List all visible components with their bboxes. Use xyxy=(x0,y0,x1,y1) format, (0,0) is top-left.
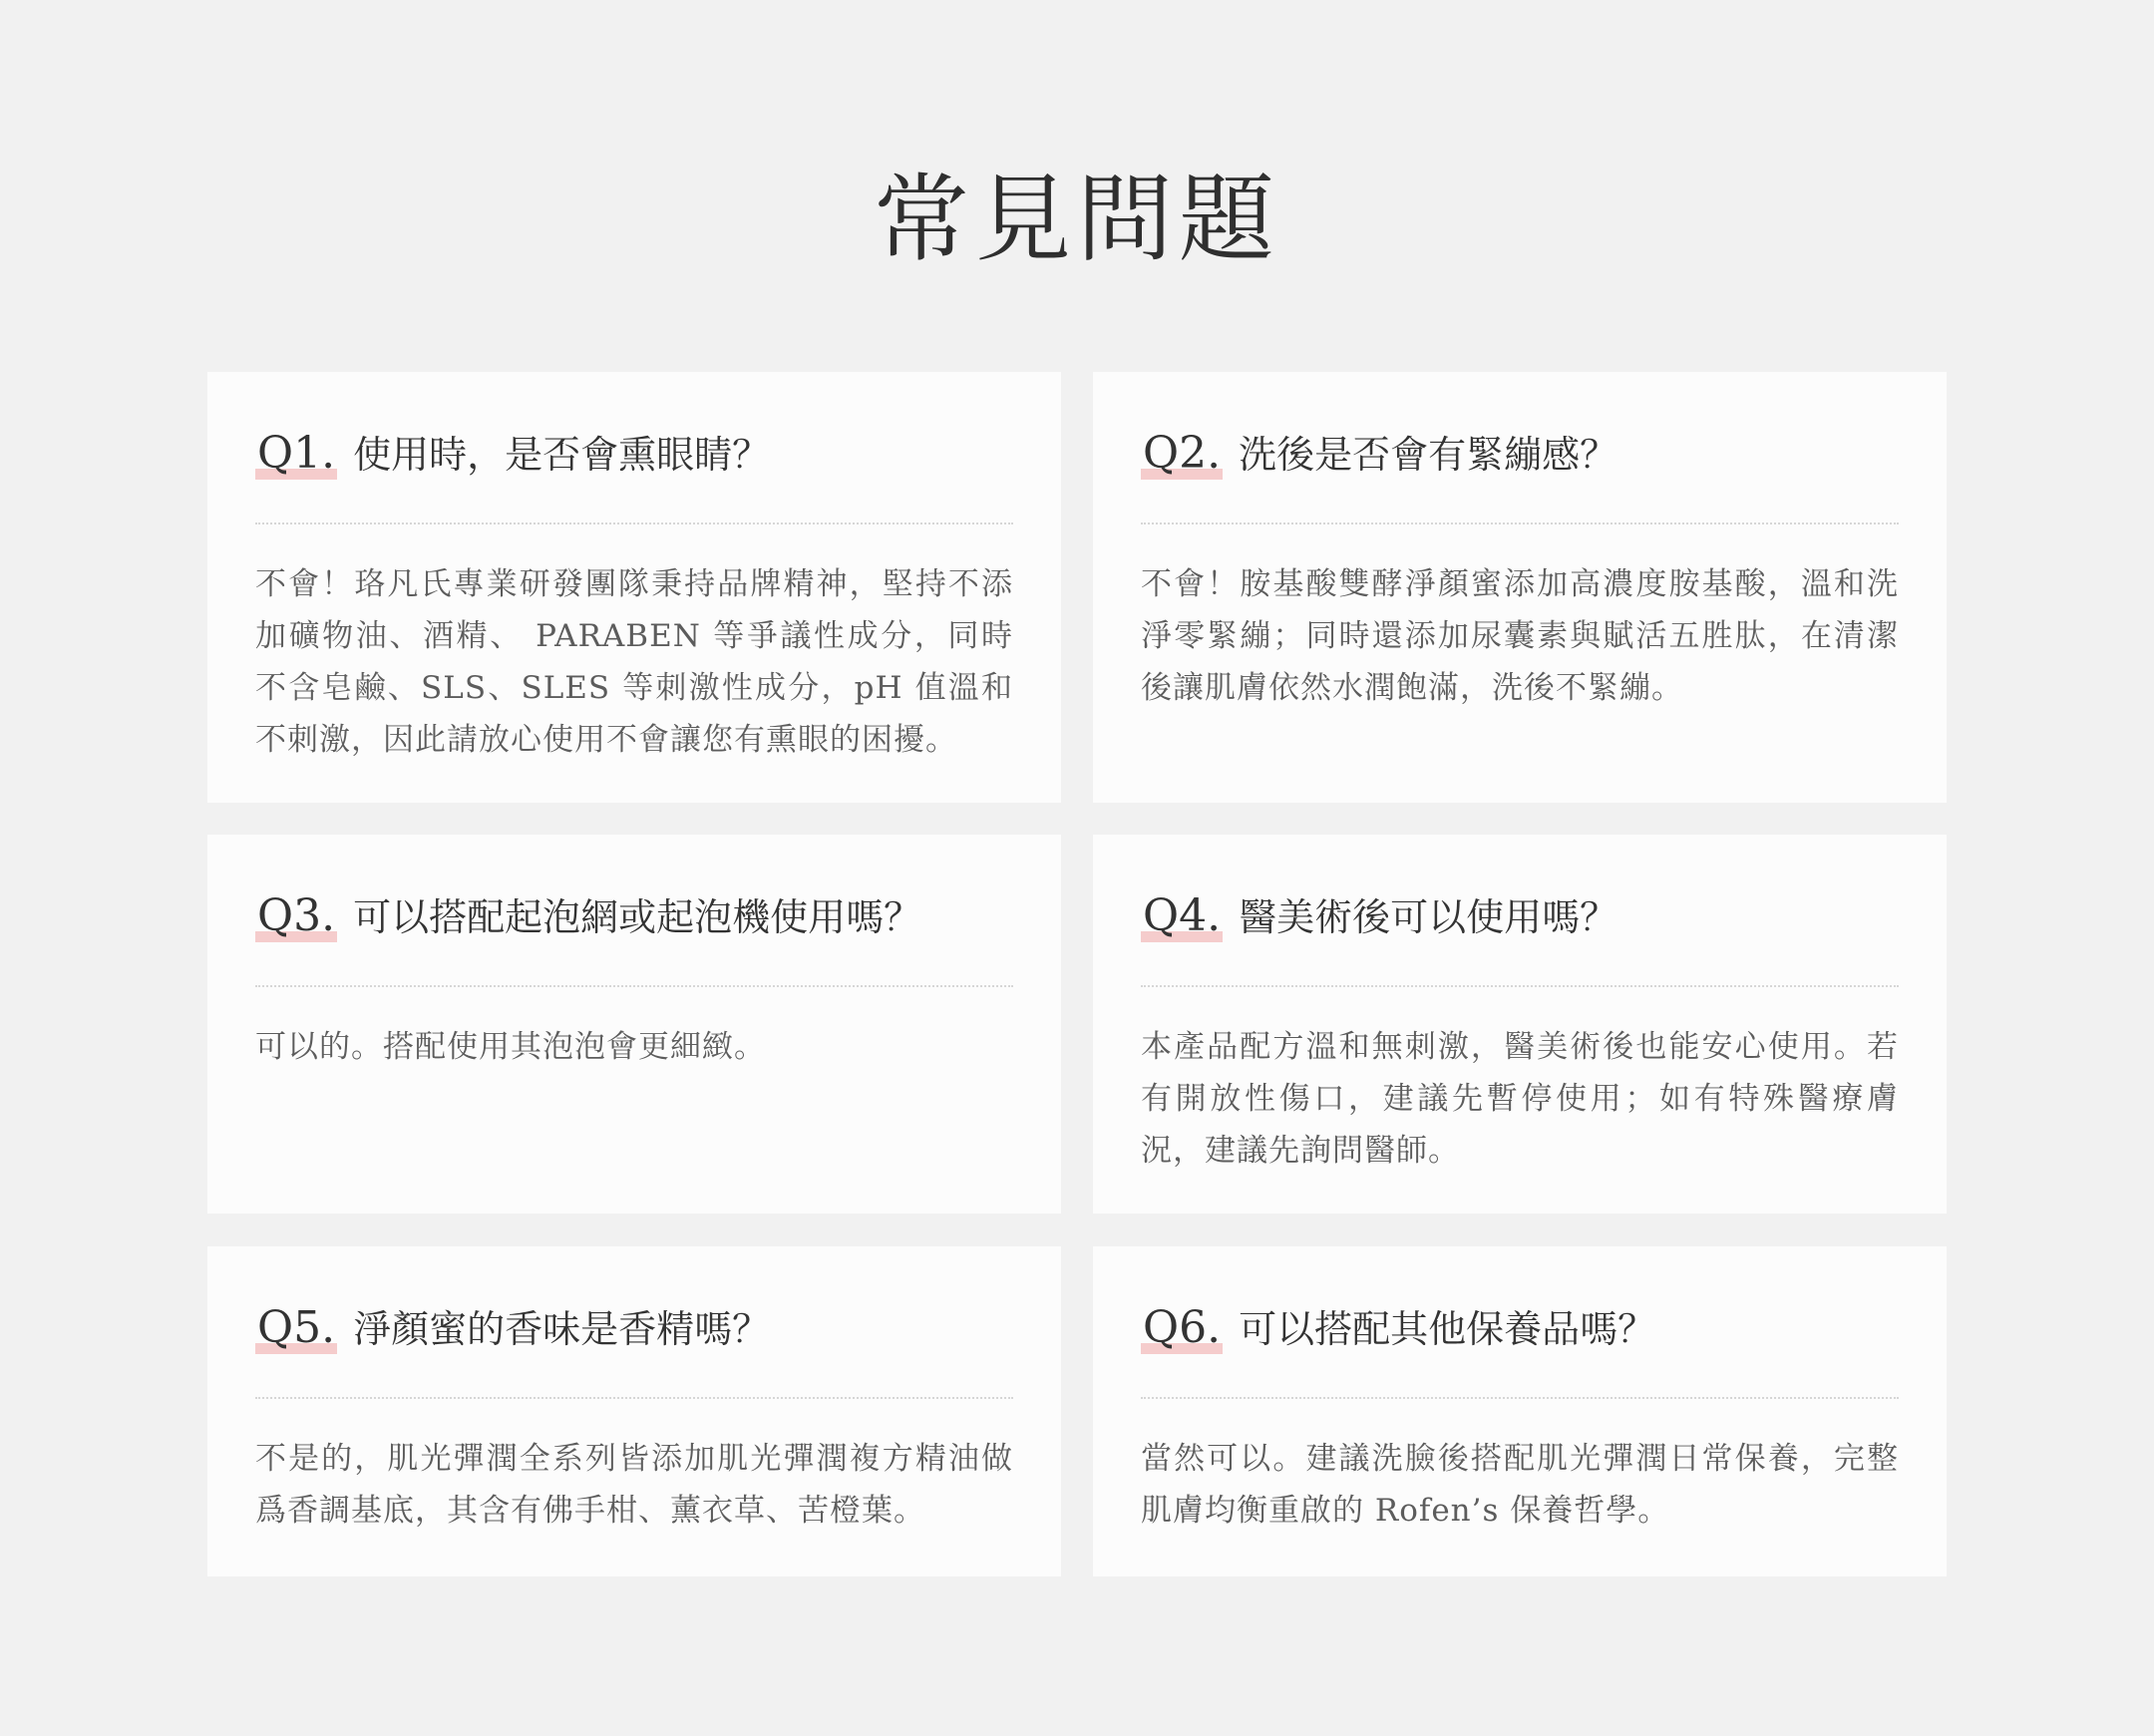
faq-question xyxy=(1141,428,1899,481)
page-title: 常見問題 xyxy=(874,164,1280,275)
dotted-divider xyxy=(255,522,1013,524)
question-number: Q4. xyxy=(1143,890,1222,941)
faq-answer: 不會！珞凡氏專業研發團隊秉持品牌精神，堅持不添加礦物油、酒精、 PARABEN 等爭議性成分，同時不含皂鹼、SLS、SLES 等刺激性成分，pH 值溫和不刺激，因此請放心使用不會讓您有熏眼的困擾。 xyxy=(255,566,1013,758)
dotted-divider xyxy=(255,1397,1013,1399)
faq-card-1 xyxy=(207,372,1061,803)
faq-question xyxy=(1141,890,1899,943)
question-text: 使用時，是否會熏眼睛？ xyxy=(353,433,771,477)
faq-question xyxy=(255,890,1013,943)
faq-card-4 xyxy=(1093,835,1947,1214)
faq-card-6 xyxy=(1093,1246,1947,1576)
faq-question xyxy=(255,1302,1013,1355)
question-text: 醫美術後可以使用嗎？ xyxy=(1239,895,1618,939)
faq-answer: 不是的，肌光彈潤全系列皆添加肌光彈潤複方精油做爲香調基底，其含有佛手柑、薰衣草、苦橙葉。 xyxy=(255,1441,1013,1529)
faq-card-2 xyxy=(1093,372,1947,803)
question-text: 淨顏蜜的香味是香精嗎？ xyxy=(353,1307,771,1351)
faq-answer: 不會！胺基酸雙酵淨顏蜜添加高濃度胺基酸，溫和洗淨零緊繃；同時還添加尿囊素與賦活五胜肽，在清潔後讓肌膚依然水潤飽滿，洗後不緊繃。 xyxy=(1141,566,1899,706)
faq-card-3 xyxy=(207,835,1061,1214)
question-number: Q1. xyxy=(257,428,336,479)
faq-answer: 本產品配方溫和無刺激，醫美術後也能安心使用。若有開放性傷口，建議先暫停使用；如有特殊醫療膚況，建議先詢問醫師。 xyxy=(1141,1029,1899,1169)
question-number: Q6. xyxy=(1143,1302,1222,1353)
question-number: Q3. xyxy=(257,890,336,941)
question-number: Q2. xyxy=(1143,428,1222,479)
faq-answer: 當然可以。建議洗臉後搭配肌光彈潤日常保養，完整肌膚均衡重啟的 Rofen’s 保養哲學。 xyxy=(1141,1441,1899,1529)
question-text: 洗後是否會有緊繃感？ xyxy=(1239,433,1618,477)
dotted-divider xyxy=(255,985,1013,987)
faq-question xyxy=(1141,1302,1899,1355)
question-text: 可以搭配起泡網或起泡機使用嗎？ xyxy=(353,895,922,939)
faq-question xyxy=(255,428,1013,481)
question-number: Q5. xyxy=(257,1302,336,1353)
question-text: 可以搭配其他保養品嗎？ xyxy=(1239,1307,1656,1351)
faq-card-5 xyxy=(207,1246,1061,1576)
faq-answer: 可以的。搭配使用其泡泡會更細緻。 xyxy=(255,1029,766,1065)
dotted-divider xyxy=(1141,522,1899,524)
dotted-divider xyxy=(1141,985,1899,987)
dotted-divider xyxy=(1141,1397,1899,1399)
